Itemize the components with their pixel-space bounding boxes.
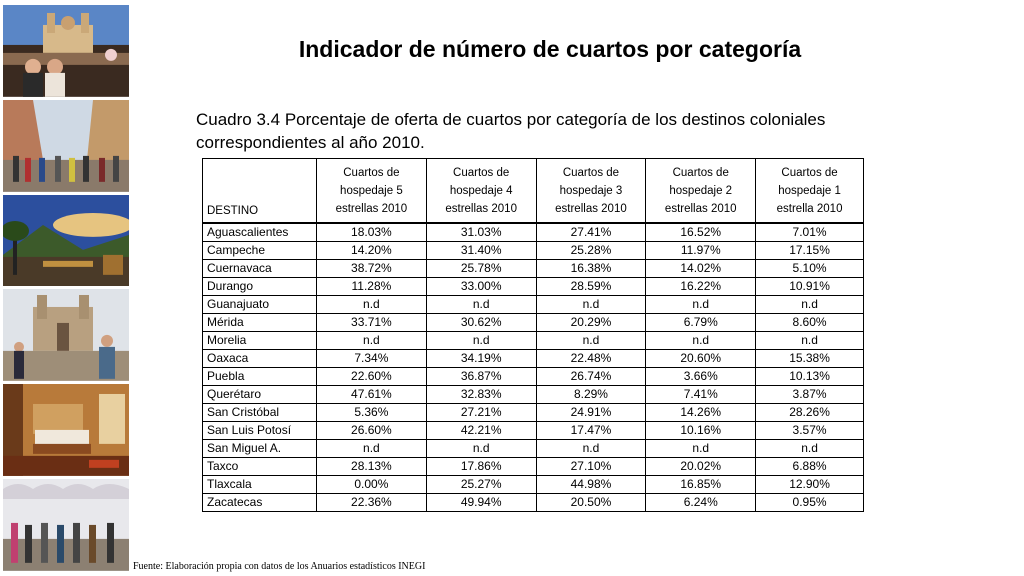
table-header-row [203, 159, 864, 224]
percentage-cell: 27.41% [536, 223, 646, 242]
table-row [203, 386, 864, 404]
column-header-5-stars: Cuartos de hospedaje 5 estrellas 2010 [317, 159, 427, 224]
percentage-cell: 17.47% [536, 422, 646, 440]
percentage-cell: n.d [317, 332, 427, 350]
table-row [203, 458, 864, 476]
percentage-cell: 8.60% [756, 314, 864, 332]
percentage-cell: 33.71% [317, 314, 427, 332]
percentage-cell: 0.95% [756, 494, 864, 512]
percentage-cell: 26.74% [536, 368, 646, 386]
table-row [203, 332, 864, 350]
percentage-cell: 31.03% [426, 223, 536, 242]
percentage-cell: n.d [646, 332, 756, 350]
percentage-cell: n.d [536, 332, 646, 350]
page-title: Indicador de número de cuartos por categoría [298, 36, 802, 62]
column-header-1-star: Cuartos de hospedaje 1 estrella 2010 [756, 159, 864, 224]
percentage-cell: 26.60% [317, 422, 427, 440]
percentage-cell: 22.60% [317, 368, 427, 386]
percentage-cell: n.d [317, 296, 427, 314]
column-header-destino: DESTINO [203, 159, 317, 224]
percentage-cell: 32.83% [426, 386, 536, 404]
percentage-cell: 30.62% [426, 314, 536, 332]
percentage-cell: 49.94% [426, 494, 536, 512]
destination-cell: Querétaro [203, 386, 317, 404]
destination-cell: Durango [203, 278, 317, 296]
percentage-cell: 14.20% [317, 242, 427, 260]
street-crowd-photo [3, 100, 129, 192]
percentage-cell: n.d [317, 440, 427, 458]
percentage-cell: 20.50% [536, 494, 646, 512]
percentage-cell: 14.02% [646, 260, 756, 278]
percentage-cell: 11.97% [646, 242, 756, 260]
table-body [203, 223, 864, 512]
percentage-cell: 28.59% [536, 278, 646, 296]
destination-cell: San Cristóbal [203, 404, 317, 422]
percentage-cell: 22.36% [317, 494, 427, 512]
destination-cell: Aguascalientes [203, 223, 317, 242]
destination-cell: Zacatecas [203, 494, 317, 512]
percentage-cell: 14.26% [646, 404, 756, 422]
percentage-cell: 10.91% [756, 278, 864, 296]
percentage-cell: n.d [426, 440, 536, 458]
percentage-cell: 44.98% [536, 476, 646, 494]
colonial-church-rooftop-photo [3, 5, 129, 97]
percentage-cell: 25.78% [426, 260, 536, 278]
source-note: Fuente: Elaboración propia con datos de los Anuarios estadísticos INEGI [133, 561, 426, 572]
percentage-cell: 6.79% [646, 314, 756, 332]
percentage-cell: 27.10% [536, 458, 646, 476]
percentage-cell: 11.28% [317, 278, 427, 296]
percentage-cell: 22.48% [536, 350, 646, 368]
percentage-cell: 12.90% [756, 476, 864, 494]
destination-cell: Tlaxcala [203, 476, 317, 494]
table-row [203, 260, 864, 278]
percentage-cell: 20.29% [536, 314, 646, 332]
percentage-cell: 47.61% [317, 386, 427, 404]
table-row [203, 242, 864, 260]
destination-cell: Morelia [203, 332, 317, 350]
percentage-cell: n.d [536, 296, 646, 314]
percentage-cell: 17.86% [426, 458, 536, 476]
table-row [203, 350, 864, 368]
percentage-cell: 3.87% [756, 386, 864, 404]
destination-cell: Cuernavaca [203, 260, 317, 278]
destination-cell: Taxco [203, 458, 317, 476]
destination-cell: San Miguel A. [203, 440, 317, 458]
percentage-cell: 7.01% [756, 223, 864, 242]
percentage-cell: 31.40% [426, 242, 536, 260]
percentage-cell: n.d [426, 332, 536, 350]
table-row [203, 314, 864, 332]
percentage-cell: 16.85% [646, 476, 756, 494]
percentage-cell: n.d [426, 296, 536, 314]
percentage-cell: 15.38% [756, 350, 864, 368]
rooms-by-category-table [202, 158, 864, 512]
percentage-cell: n.d [646, 296, 756, 314]
table-row [203, 494, 864, 512]
percentage-cell: 20.60% [646, 350, 756, 368]
percentage-cell: 20.02% [646, 458, 756, 476]
percentage-cell: 17.15% [756, 242, 864, 260]
percentage-cell: 16.38% [536, 260, 646, 278]
destination-cell: Guanajuato [203, 296, 317, 314]
percentage-cell: n.d [756, 332, 864, 350]
table-row [203, 296, 864, 314]
mountain-lake-photo [3, 195, 129, 287]
percentage-cell: 36.87% [426, 368, 536, 386]
percentage-cell: 5.36% [317, 404, 427, 422]
percentage-cell: 16.22% [646, 278, 756, 296]
percentage-cell: 10.13% [756, 368, 864, 386]
table-row [203, 440, 864, 458]
hotel-room-photo [3, 384, 129, 476]
percentage-cell: 25.28% [536, 242, 646, 260]
percentage-cell: 27.21% [426, 404, 536, 422]
church-plaza-tourists-photo [3, 289, 129, 381]
column-header-2-stars: Cuartos de hospedaje 2 estrellas 2010 [646, 159, 756, 224]
percentage-cell: 10.16% [646, 422, 756, 440]
percentage-cell: 25.27% [426, 476, 536, 494]
column-header-3-stars: Cuartos de hospedaje 3 estrellas 2010 [536, 159, 646, 224]
percentage-cell: n.d [756, 440, 864, 458]
percentage-cell: 24.91% [536, 404, 646, 422]
percentage-cell: 42.21% [426, 422, 536, 440]
column-header-4-stars: Cuartos de hospedaje 4 estrellas 2010 [426, 159, 536, 224]
table-row [203, 422, 864, 440]
table-row [203, 368, 864, 386]
table-caption: Cuadro 3.4 Porcentaje de oferta de cuartos por categoría de los destinos coloniales correspondientes al año 2010. [196, 110, 826, 152]
percentage-cell: n.d [536, 440, 646, 458]
percentage-cell: 33.00% [426, 278, 536, 296]
destination-cell: Oaxaca [203, 350, 317, 368]
destination-cell: Campeche [203, 242, 317, 260]
percentage-cell: 28.13% [317, 458, 427, 476]
percentage-cell: 38.72% [317, 260, 427, 278]
percentage-cell: 3.66% [646, 368, 756, 386]
photo-strip [3, 5, 129, 571]
percentage-cell: 28.26% [756, 404, 864, 422]
percentage-cell: n.d [646, 440, 756, 458]
table-row [203, 476, 864, 494]
percentage-cell: 8.29% [536, 386, 646, 404]
percentage-cell: 6.88% [756, 458, 864, 476]
percentage-cell: 6.24% [646, 494, 756, 512]
percentage-cell: 16.52% [646, 223, 756, 242]
percentage-cell: 0.00% [317, 476, 427, 494]
percentage-cell: 18.03% [317, 223, 427, 242]
destination-cell: Mérida [203, 314, 317, 332]
percentage-cell: 34.19% [426, 350, 536, 368]
percentage-cell: 7.41% [646, 386, 756, 404]
table-row [203, 278, 864, 296]
destination-cell: San Luis Potosí [203, 422, 317, 440]
arcade-pedestrians-photo [3, 479, 129, 571]
table-row [203, 404, 864, 422]
table-row [203, 223, 864, 242]
percentage-cell: 7.34% [317, 350, 427, 368]
destination-cell: Puebla [203, 368, 317, 386]
percentage-cell: 5.10% [756, 260, 864, 278]
percentage-cell: 3.57% [756, 422, 864, 440]
percentage-cell: n.d [756, 296, 864, 314]
